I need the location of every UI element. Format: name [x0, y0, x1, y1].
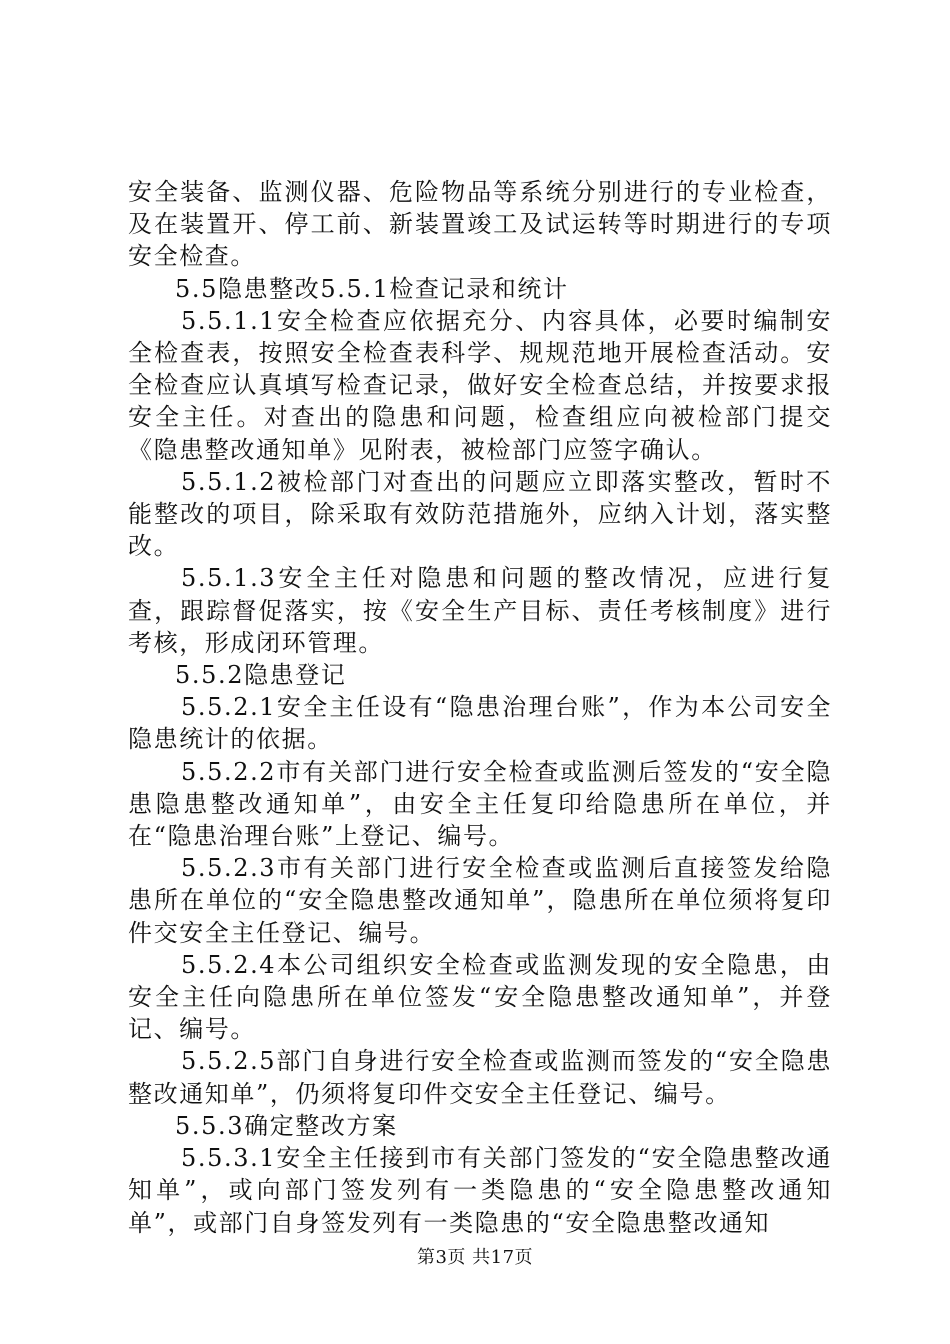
- paragraph-5-5-1-3: 5.5.1.3安全主任对隐患和问题的整改情况，应进行复查，跟踪督促落实，按《安全生产目标、责任考核制度》进行考核，形成闭环管理。: [128, 564, 832, 657]
- paragraph-5-5-3-1: 5.5.3.1安全主任接到市有关部门签发的“安全隐患整改通知单”，或向部门签发列有一类隐患的“安全隐患整改通知单”，或部门自身签发列有一类隐患的“安全隐患整改通知: [128, 1144, 832, 1237]
- paragraph-5-5-1-2: 5.5.1.2被检部门对查出的问题应立即落实整改，暂时不能整改的项目，除采取有效防范措施外，应纳入计划，落实整改。: [128, 467, 832, 561]
- paragraph-5-5-2-1: 5.5.2.1安全主任设有“隐患治理台账”，作为本公司安全隐患统计的依据。: [128, 693, 832, 754]
- paragraph-continuation: 安全装备、监测仪器、危险物品等系统分别进行的专业检查，及在装置开、停工前、新装置竣工及试运转等时期进行的专项安全检查。: [128, 178, 832, 271]
- section-heading-5-5-2: 5.5.2隐患登记: [175, 661, 347, 690]
- paragraph-5-5-2-3: 5.5.2.3市有关部门进行安全检查或监测后直接签发给隐患所在单位的“安全隐患整改通知单”，隐患所在单位须将复印件交安全主任登记、编号。: [128, 854, 832, 947]
- paragraph-5-5-2-2: 5.5.2.2市有关部门进行安全检查或监测后签发的“安全隐患隐患整改通知单”，由安全主任复印给隐患所在单位，并在“隐患治理台账”上登记、编号。: [128, 757, 832, 851]
- paragraph-5-5-2-5: 5.5.2.5部门自身进行安全检查或监测而签发的“安全隐患整改通知单”，仍须将复印件交安全主任登记、编号。: [128, 1047, 832, 1108]
- section-heading-5-5: 5.5隐患整改5.5.1检查记录和统计: [175, 274, 569, 303]
- document-body: [128, 176, 832, 1239]
- page-number-footer: 第3页 共17页: [416, 1247, 534, 1268]
- paragraph-5-5-1-1: 5.5.1.1安全检查应依据充分、内容具体，必要时编制安全检查表，按照安全检查表科学、规规范地开展检查活动。安全检查应认真填写检查记录，做好安全检查总结，并按要求报安全主任。对查出的隐患和问题，检查组应向被检部门提交《隐患整改通知单》见附表，被检部门应签字确认。: [128, 306, 832, 464]
- paragraph-5-5-2-4: 5.5.2.4本公司组织安全检查或监测发现的安全隐患，由安全主任向隐患所在单位签发“安全隐患整改通知单”，并登记、编号。: [128, 950, 832, 1044]
- section-heading-5-5-3: 5.5.3确定整改方案: [175, 1111, 398, 1140]
